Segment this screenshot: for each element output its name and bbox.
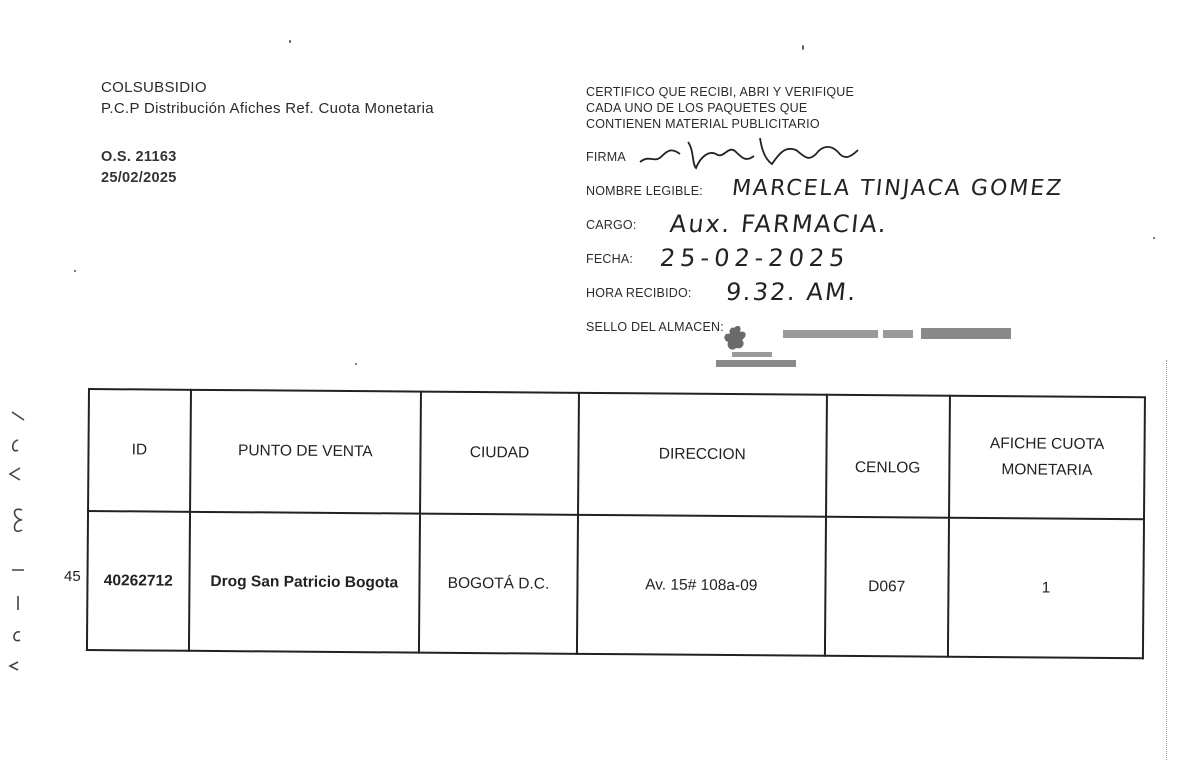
- stamp-smudge: [783, 327, 1013, 341]
- nombre-label: NOMBRE LEGIBLE:: [586, 184, 703, 198]
- sello-label: SELLO DEL ALMACEN:: [586, 320, 724, 334]
- afiche-header-line2: MONETARIA: [1001, 461, 1093, 479]
- col-header-ciudad: CIUDAD: [420, 392, 579, 515]
- table-row: [87, 511, 1144, 658]
- nombre-field: [586, 184, 703, 198]
- cell-afiche: 1: [948, 518, 1144, 659]
- distribution-table: [86, 388, 1146, 659]
- fecha-label: FECHA:: [586, 252, 634, 266]
- certificate-line: CADA UNO DE LOS PAQUETES QUE: [586, 101, 808, 115]
- signature-scribble: [636, 134, 866, 174]
- scan-speck: [74, 270, 76, 272]
- firma-label: FIRMA: [586, 150, 626, 164]
- document-subject: P.C.P Distribución Afiches Ref. Cuota Monetaria: [101, 100, 434, 117]
- hora-field: [586, 286, 692, 300]
- firma-field: [586, 150, 626, 164]
- cargo-label: CARGO:: [586, 218, 637, 232]
- certificate-block: [586, 84, 1065, 334]
- table-header-row: [88, 389, 1145, 519]
- certificate-line: CERTIFICO QUE RECIBI, ABRI Y VERIFIQUE: [586, 85, 855, 99]
- col-header-cenlog: [826, 395, 950, 518]
- col-header-id: ID: [88, 389, 191, 512]
- cenlog-header-label: CENLOG: [854, 459, 921, 477]
- scan-speck: [1153, 237, 1155, 239]
- fecha-handwritten: 25-02-2025: [658, 244, 851, 272]
- document-date: 25/02/2025: [101, 170, 177, 186]
- nombre-handwritten: MARCELA TINJACA GOMEZ: [730, 176, 1065, 201]
- header-block: [101, 77, 434, 189]
- certificate-line: CONTIENEN MATERIAL PUBLICITARIO: [586, 117, 820, 131]
- order-number: O.S. 21163: [101, 149, 177, 165]
- cell-punto-venta: Drog San Patricio Bogota: [189, 512, 420, 653]
- header-meta: [101, 147, 434, 189]
- hora-label: HORA RECIBIDO:: [586, 286, 692, 300]
- sello-field: [586, 320, 724, 334]
- cell-direccion: Av. 15# 108a-09: [577, 515, 826, 656]
- scan-edge: [1166, 360, 1169, 760]
- col-header-punto-venta: PUNTO DE VENTA: [190, 390, 421, 514]
- cell-cenlog: D067: [824, 517, 949, 657]
- row-number: 45: [64, 568, 81, 585]
- scan-speck: [289, 40, 291, 43]
- certificate-text: [586, 84, 854, 132]
- cell-ciudad: BOGOTÁ D.C.: [419, 514, 578, 654]
- afiche-header-line1: AFICHE CUOTA: [989, 435, 1105, 453]
- col-header-direccion: DIRECCION: [578, 393, 826, 517]
- scan-speck: [355, 363, 357, 365]
- org-name: COLSUBSIDIO: [101, 79, 207, 96]
- fecha-field: [586, 252, 633, 266]
- col-header-afiche: [949, 396, 1145, 520]
- margin-handwriting: [0, 380, 58, 680]
- cell-id: 40262712: [87, 511, 190, 651]
- margin-scribble: [0, 400, 38, 680]
- scan-speck: [802, 45, 804, 50]
- cargo-field: [586, 218, 637, 232]
- cargo-handwritten: Aux. FARMACIA.: [668, 210, 890, 238]
- hora-handwritten: 9.32. AM.: [724, 278, 859, 306]
